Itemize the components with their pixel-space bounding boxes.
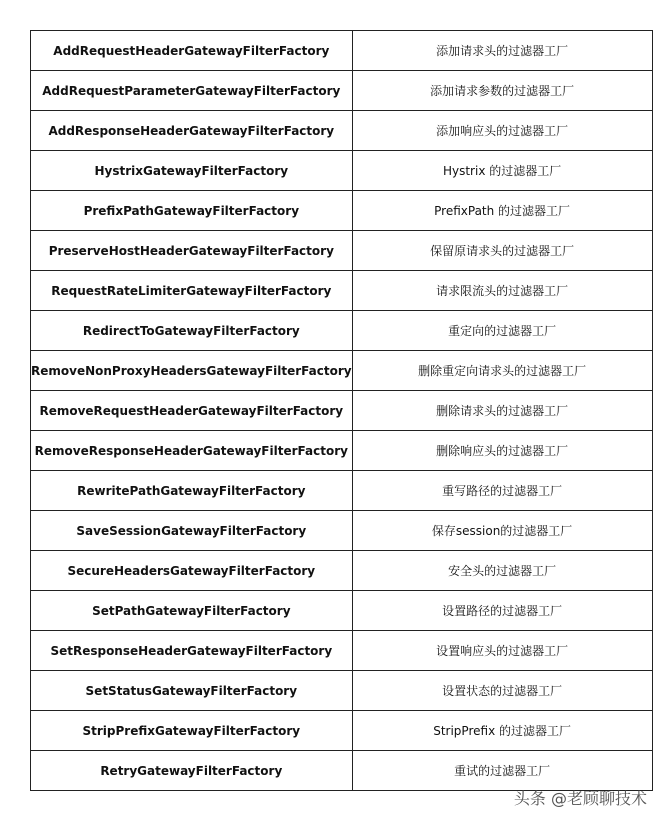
- filter-name-cell: RetryGatewayFilterFactory: [31, 751, 353, 791]
- table-row: [31, 431, 653, 471]
- table-row: [31, 471, 653, 511]
- filter-description-cell: 重写路径的过滤器工厂: [352, 471, 652, 511]
- filter-description-cell: 保留原请求头的过滤器工厂: [352, 231, 652, 271]
- table-row: [31, 31, 653, 71]
- filter-name-cell: RemoveRequestHeaderGatewayFilterFactory: [31, 391, 353, 431]
- filter-name-cell: AddRequestParameterGatewayFilterFactory: [31, 71, 353, 111]
- filter-description-cell: 删除响应头的过滤器工厂: [352, 431, 652, 471]
- table-row: [31, 111, 653, 151]
- filter-description-cell: StripPrefix 的过滤器工厂: [352, 711, 652, 751]
- table-row: [31, 351, 653, 391]
- table-row: [31, 711, 653, 751]
- filter-description-cell: 删除重定向请求头的过滤器工厂: [352, 351, 652, 391]
- table-row: [31, 191, 653, 231]
- filter-name-cell: SecureHeadersGatewayFilterFactory: [31, 551, 353, 591]
- table-row: [31, 671, 653, 711]
- filter-description-cell: PrefixPath 的过滤器工厂: [352, 191, 652, 231]
- filter-description-cell: 请求限流头的过滤器工厂: [352, 271, 652, 311]
- table-row: [31, 311, 653, 351]
- table-row: [31, 631, 653, 671]
- filter-name-cell: RedirectToGatewayFilterFactory: [31, 311, 353, 351]
- filter-rows: [31, 31, 653, 791]
- table-row: [31, 591, 653, 631]
- filter-description-cell: 安全头的过滤器工厂: [352, 551, 652, 591]
- filter-name-cell: PrefixPathGatewayFilterFactory: [31, 191, 353, 231]
- filter-name-cell: PreserveHostHeaderGatewayFilterFactory: [31, 231, 353, 271]
- watermark: 头条 @老顾聊技术: [513, 789, 647, 808]
- table-row: [31, 71, 653, 111]
- filter-name-cell: SetResponseHeaderGatewayFilterFactory: [31, 631, 353, 671]
- table-row: [31, 551, 653, 591]
- table-row: [31, 271, 653, 311]
- filter-description-cell: 添加请求参数的过滤器工厂: [352, 71, 652, 111]
- filter-description-cell: 设置响应头的过滤器工厂: [352, 631, 652, 671]
- filter-description-cell: Hystrix 的过滤器工厂: [352, 151, 652, 191]
- filter-name-cell: RequestRateLimiterGatewayFilterFactory: [31, 271, 353, 311]
- filter-description-cell: 设置状态的过滤器工厂: [352, 671, 652, 711]
- table-row: [31, 151, 653, 191]
- filter-name-cell: HystrixGatewayFilterFactory: [31, 151, 353, 191]
- filter-name-cell: SetStatusGatewayFilterFactory: [31, 671, 353, 711]
- filter-description-cell: 添加响应头的过滤器工厂: [352, 111, 652, 151]
- filter-name-cell: RemoveResponseHeaderGatewayFilterFactory: [31, 431, 353, 471]
- filter-description-cell: 删除请求头的过滤器工厂: [352, 391, 652, 431]
- filter-name-cell: AddResponseHeaderGatewayFilterFactory: [31, 111, 353, 151]
- filter-factory-table: [30, 30, 653, 791]
- filter-description-cell: 重试的过滤器工厂: [352, 751, 652, 791]
- filter-name-cell: StripPrefixGatewayFilterFactory: [31, 711, 353, 751]
- filter-description-cell: 添加请求头的过滤器工厂: [352, 31, 652, 71]
- filter-description-cell: 保存session的过滤器工厂: [352, 511, 652, 551]
- table-row: [31, 231, 653, 271]
- filter-name-cell: SaveSessionGatewayFilterFactory: [31, 511, 353, 551]
- table-row: [31, 391, 653, 431]
- filter-name-cell: RemoveNonProxyHeadersGatewayFilterFactory: [31, 351, 353, 391]
- filter-name-cell: SetPathGatewayFilterFactory: [31, 591, 353, 631]
- table-row: [31, 751, 653, 791]
- filter-name-cell: AddRequestHeaderGatewayFilterFactory: [31, 31, 353, 71]
- table-row: [31, 511, 653, 551]
- filter-name-cell: RewritePathGatewayFilterFactory: [31, 471, 353, 511]
- filter-description-cell: 重定向的过滤器工厂: [352, 311, 652, 351]
- filter-description-cell: 设置路径的过滤器工厂: [352, 591, 652, 631]
